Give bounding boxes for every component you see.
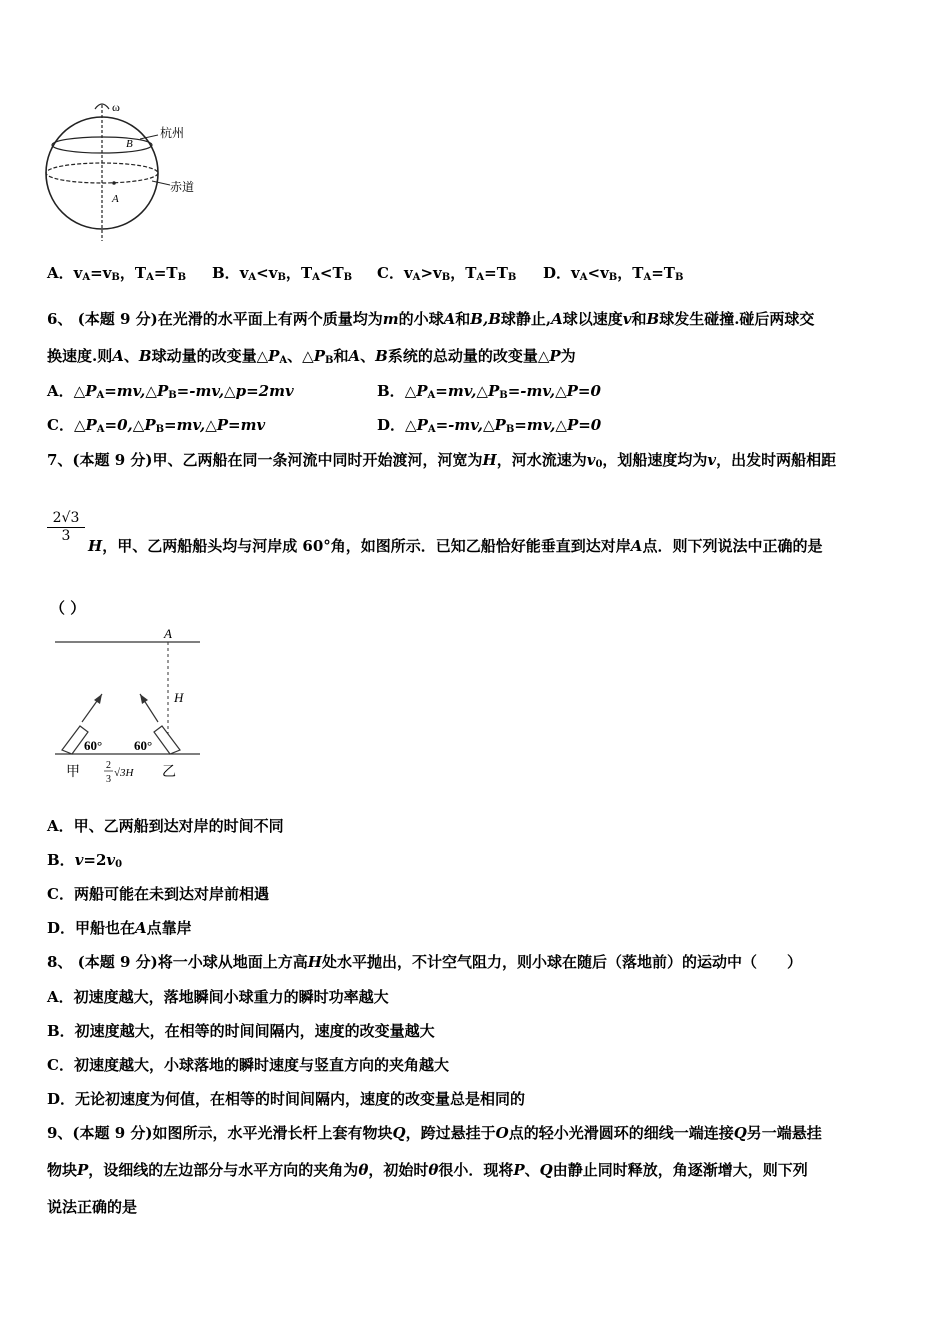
q8-option-b: B．初速度越大，在相等的时间间隔内，速度的改变量越大 [47, 1022, 435, 1040]
q6-stem-line1: 6、 (本题 9 分)在光滑的水平面上有两个质量均为m的小球A和B,B球静止,A球以速度v和B球发生碰撞.碰后两球交 [47, 310, 815, 328]
fig-dist-num: 2 [106, 760, 111, 771]
point-A-label: A [112, 193, 119, 205]
globe-figure [40, 95, 205, 245]
q7-answer-paren: （ ） [50, 599, 86, 617]
q5-option-a: A．$v_A=v_B$，$T_A=T_B$ [47, 264, 187, 283]
q7-option-b: B．$v=2v_0$ [47, 851, 123, 870]
fig-label-H: H [174, 690, 184, 705]
point-B-label: B [126, 138, 133, 150]
equator-label: 赤道 [170, 180, 195, 194]
q7-option-c: C．两船可能在未到达对岸前相遇 [47, 885, 269, 903]
equator-leader [152, 181, 170, 185]
boat-yi [154, 726, 180, 754]
fig-angle-jia: 60° [84, 738, 103, 753]
q7-fraction [47, 510, 85, 544]
q6-option-d: D．$\triangle P_A=-mv,\triangle P_B=mv,\triangle P=0$ [377, 416, 602, 435]
fig-label-A: A [164, 626, 172, 641]
q8-option-a: A．初速度越大，落地瞬间小球重力的瞬时功率越大 [47, 988, 389, 1006]
q9-stem-line3: 说法正确的是 [47, 1198, 138, 1216]
fraction-denominator: 3 [61, 528, 71, 544]
q9-stem-line2: 物块P，设细线的左边部分与水平方向的夹角为θ，初始时θ很小．现将P、Q由静止同时释放，角逐渐增大，则下列 [47, 1161, 808, 1179]
fig-dist-den: 3 [106, 774, 111, 785]
hangzhou-label: 杭州 [160, 126, 185, 140]
fig-dist-rest: √3H [114, 767, 134, 779]
q6-option-b: B．$\triangle P_A=mv,\triangle P_B=-mv,\triangle P=0$ [377, 382, 601, 401]
q6-option-a: A．$\triangle P_A=mv,\triangle P_B=-mv,\triangle p=2mv$ [47, 382, 294, 401]
q8-stem: 8、 (本题 9 分)将一小球从地面上方高H处水平抛出，不计空气阻力，则小球在随后（落地前）的运动中（ ） [47, 953, 802, 971]
q5-option-c: C．$v_A>v_B$，$T_A=T_B$ [377, 264, 517, 283]
fig-angle-yi: 60° [134, 738, 153, 753]
fraction-numerator: 2√3 [47, 510, 85, 528]
arrowhead-yi [140, 694, 148, 704]
river-figure [50, 622, 210, 790]
omega-label: ω [112, 100, 120, 114]
q7-stem-line2: H，甲、乙两船船头均与河岸成 60°角，如图所示．已知乙船恰好能垂直到达对岸A点．则下列说法中正确的是 [88, 537, 823, 555]
q6-option-c: C．$\triangle P_A=0,\triangle P_B=mv,\triangle P=mv$ [47, 416, 266, 435]
point-A [112, 181, 116, 185]
q8-option-c: C．初速度越大，小球落地的瞬时速度与竖直方向的夹角越大 [47, 1056, 449, 1074]
fig-label-jia: 甲 [66, 765, 80, 780]
q7-stem-line1: 7、(本题 9 分)甲、乙两船在同一条河流中同时开始渡河，河宽为H，河水流速为$v_0$，划船速度均为v，出发时两船相距 [47, 451, 837, 470]
q8-option-d: D．无论初速度为何值，在相等的时间间隔内，速度的改变量总是相同的 [47, 1090, 526, 1108]
q9-stem-line1: 9、(本题 9 分)如图所示，水平光滑长杆上套有物块Q，跨过悬挂于O点的轻小光滑圆环的细线一端连接Q另一端悬挂 [47, 1124, 822, 1142]
q7-option-d: D．甲船也在A点靠岸 [47, 919, 192, 937]
q7-option-a: A．甲、乙两船到达对岸的时间不同 [47, 817, 284, 835]
q5-option-b: B．$v_A<v_B$，$T_A<T_B$ [212, 264, 353, 283]
q6-stem-line2: 换速度.则A、B球动量的改变量$\triangle P_A$、$\triangle P_B$和A、B系统的总动量的改变量△P为 [47, 347, 576, 366]
q5-option-d: D．$v_A<v_B$，$T_A=T_B$ [543, 264, 684, 283]
fig-label-yi: 乙 [162, 765, 176, 780]
